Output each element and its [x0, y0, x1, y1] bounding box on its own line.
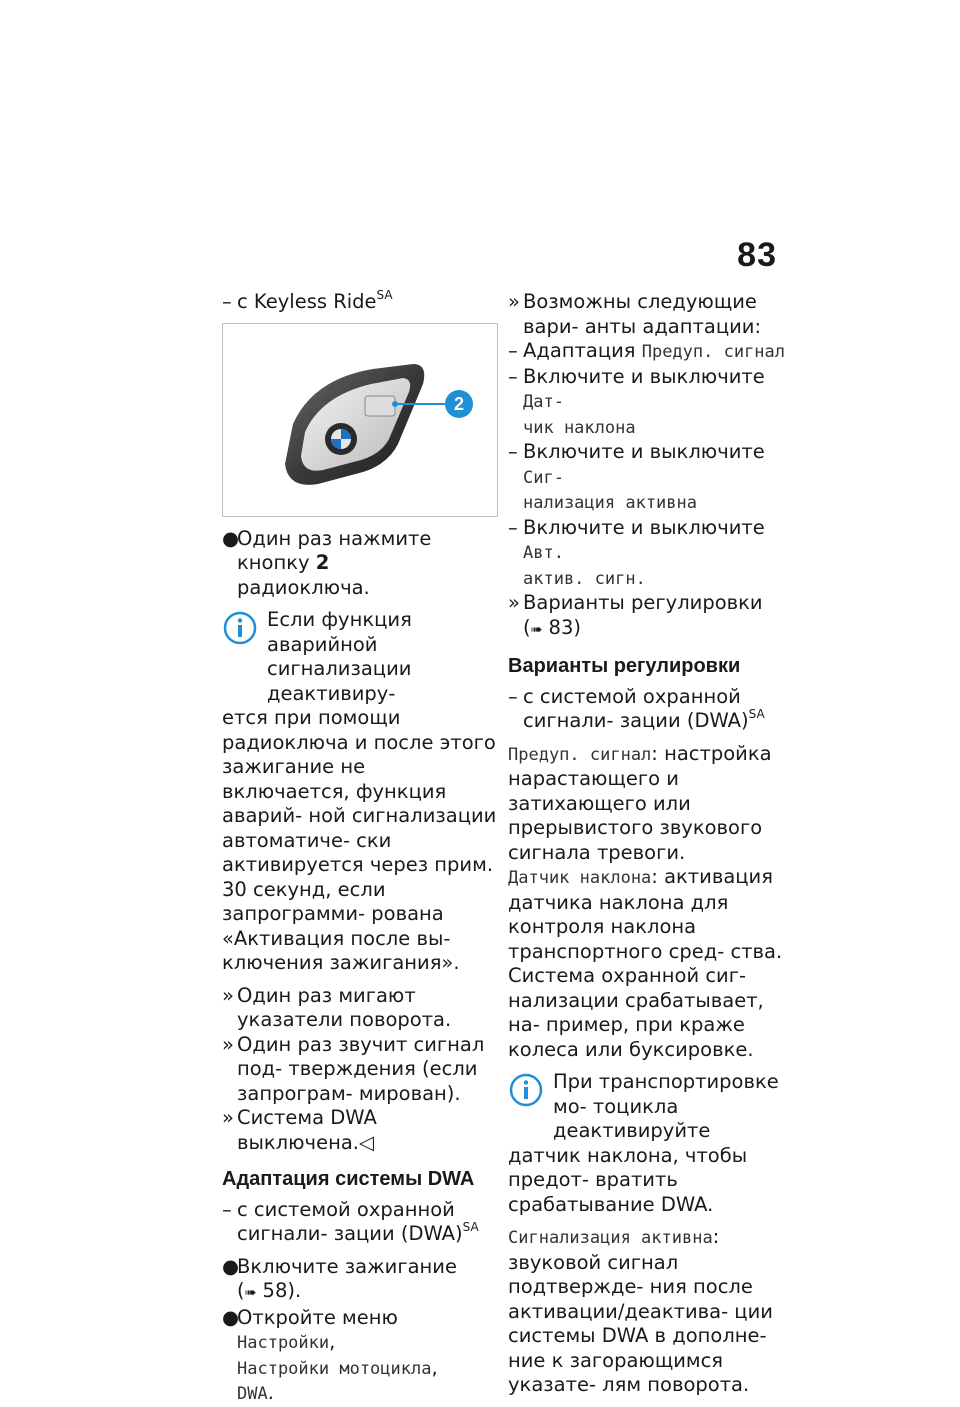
right-column: [508, 290, 790, 1398]
page-ref-arrow-icon: ➠: [530, 621, 543, 638]
info-note-hazard: [222, 608, 498, 976]
dash-icon: –: [222, 290, 232, 313]
keyless-condition: [222, 287, 498, 315]
info-icon: [222, 610, 258, 646]
dwa-condition-text: с системой охранной сигнали- зации (DWA): [237, 1197, 463, 1245]
step-ignition: [222, 1255, 498, 1306]
arrow-icon: »: [508, 591, 520, 614]
option-2-mono-a: Дат-: [523, 392, 564, 412]
desc-2-mono: Датчик наклона: [508, 868, 652, 888]
adaptation-intro-text: Возможны следующие вари- анты адаптации:: [523, 290, 762, 338]
callout-number: 2: [453, 393, 465, 414]
page-ref-arrow-icon: ➠: [244, 1285, 257, 1301]
menu-settings: Настройки: [237, 1333, 330, 1353]
sa-mark: SA: [748, 706, 765, 721]
result-indicators-text: Один раз мигают указатели поворота.: [237, 983, 452, 1031]
page-number: 83: [737, 236, 777, 274]
bullet-icon: ●: [222, 526, 240, 550]
step-menu-text: Откройте меню: [237, 1305, 398, 1329]
adaptation-intro: [508, 290, 790, 339]
info-transport-rest: датчик наклона, чтобы предот- вратить срабатывание DWA.: [508, 1143, 748, 1216]
settings-ref-page: 83): [548, 615, 581, 639]
dash-icon: –: [508, 684, 518, 708]
step-open-menu: [222, 1306, 498, 1407]
step-press-button: [222, 527, 498, 601]
dash-icon: –: [508, 515, 518, 539]
option-alarm-active: [508, 440, 790, 516]
info-hazard-first: Если функция аварийной сигнализации деактивиру-: [267, 608, 412, 705]
heading-dwa-adaptation: Адаптация системы DWA: [222, 1168, 475, 1190]
info-transport-first: При транспортировке мо- тоцикла деактивируйте: [553, 1070, 779, 1142]
result-signal: [222, 1033, 498, 1107]
dash-icon: –: [222, 1197, 232, 1221]
arrow-icon: »: [222, 983, 234, 1007]
end-triangle-icon: ◁: [358, 1130, 374, 1154]
dash-icon: –: [508, 440, 518, 463]
settings-ref-text: Варианты регулировки (: [523, 591, 763, 639]
desc-tilt-sensor: [508, 865, 790, 1062]
comma: ,: [329, 1330, 336, 1353]
option-2-mono-b: чик наклона: [523, 417, 636, 438]
info-note-transport: [508, 1070, 790, 1217]
result-dwa-off: [222, 1106, 498, 1155]
step-press-text: Один раз нажмите кнопку: [237, 526, 432, 574]
option-2-text: Включите и выключите: [523, 364, 765, 388]
desc-3-text: : звуковой сигнал подтвержде- ния после активации/деактива- ции системы DWA в дополне- ние к загорающимся указате- лям поворота.: [508, 1225, 773, 1396]
option-1-mono: Предуп. сигнал: [641, 342, 786, 362]
menu-dwa: DWA: [237, 1384, 268, 1404]
left-column: [222, 287, 498, 1407]
arrow-icon: »: [508, 290, 520, 313]
dash-icon: –: [508, 339, 518, 362]
option-3-mono-a: Сиг-: [523, 467, 564, 488]
step-press-cont: радиоключа.: [237, 575, 370, 599]
dash-icon: –: [508, 364, 518, 388]
info-icon: [508, 1072, 544, 1108]
key-figure: [222, 323, 498, 517]
settings-ref: [508, 591, 790, 642]
info-hazard-rest: ется при помощи радиоключа и после этого зажигание не включается, функция аварий- ной сигнализации автоматиче- ски активируется через прим. 30 секунд, если запрограмми- рована «Активация после вы- ключения зажигания».: [222, 706, 497, 974]
option-3-text: Включите и выключите: [523, 440, 765, 463]
bullet-icon: ●: [222, 1305, 240, 1329]
desc-1-mono: Предуп. сигнал: [508, 744, 652, 765]
option-tilt-sensor: [508, 365, 790, 441]
arrow-icon: »: [222, 1032, 234, 1056]
option-3-mono-b: нализация активна: [523, 493, 697, 513]
radio-key-illustration: [223, 324, 497, 516]
sa-mark: SA: [462, 1219, 479, 1234]
sa-mark: SA: [376, 287, 393, 302]
dwa-condition-right-text: с системой охранной сигнали- зации (DWA): [523, 684, 749, 732]
comma: ,: [431, 1355, 438, 1379]
result-dwa-text: Система DWA выключена.: [237, 1106, 377, 1154]
desc-2-text: : активация датчика наклона для контроля наклона транспортного сред- ства. Система охранной сиг- нализации срабатывает, на- пример, при краже колеса или буксировке.: [508, 865, 783, 1061]
heading-settings-options: Варианты регулировки: [508, 655, 741, 677]
keyless-text: с Keyless Ride: [237, 290, 377, 313]
step-ignition-ref: 58).: [262, 1279, 302, 1302]
bullet-icon: ●: [222, 1254, 240, 1278]
menu-motorcycle-settings: Настройки мотоцикла: [237, 1358, 432, 1379]
dwa-condition-right: [508, 685, 790, 734]
desc-3-mono: Сигнализация активна: [508, 1228, 713, 1248]
option-4-mono-a: Авт.: [523, 543, 564, 563]
step-press-number: 2: [315, 551, 330, 574]
step-ignition-text: Включите зажигание (: [237, 1254, 457, 1302]
option-4-text: Включите и выключите: [523, 515, 765, 539]
dwa-condition: [222, 1198, 498, 1247]
result-indicators: [222, 984, 498, 1033]
option-warning-signal: [508, 339, 790, 365]
result-signal-text: Один раз звучит сигнал под- тверждения (если запрограм- мирован).: [237, 1032, 485, 1105]
desc-warning-signal: [508, 742, 790, 866]
option-1-text: Адаптация: [523, 339, 642, 362]
desc-alarm-active: [508, 1225, 790, 1398]
period: .: [267, 1381, 274, 1404]
option-4-mono-b: актив. сигн.: [523, 568, 646, 589]
option-auto-activation: [508, 516, 790, 592]
arrow-icon: »: [222, 1106, 234, 1129]
desc-1-text: : настройка нарастающего и затихающего или прерывистого звукового сигнала тревоги.: [508, 741, 772, 864]
